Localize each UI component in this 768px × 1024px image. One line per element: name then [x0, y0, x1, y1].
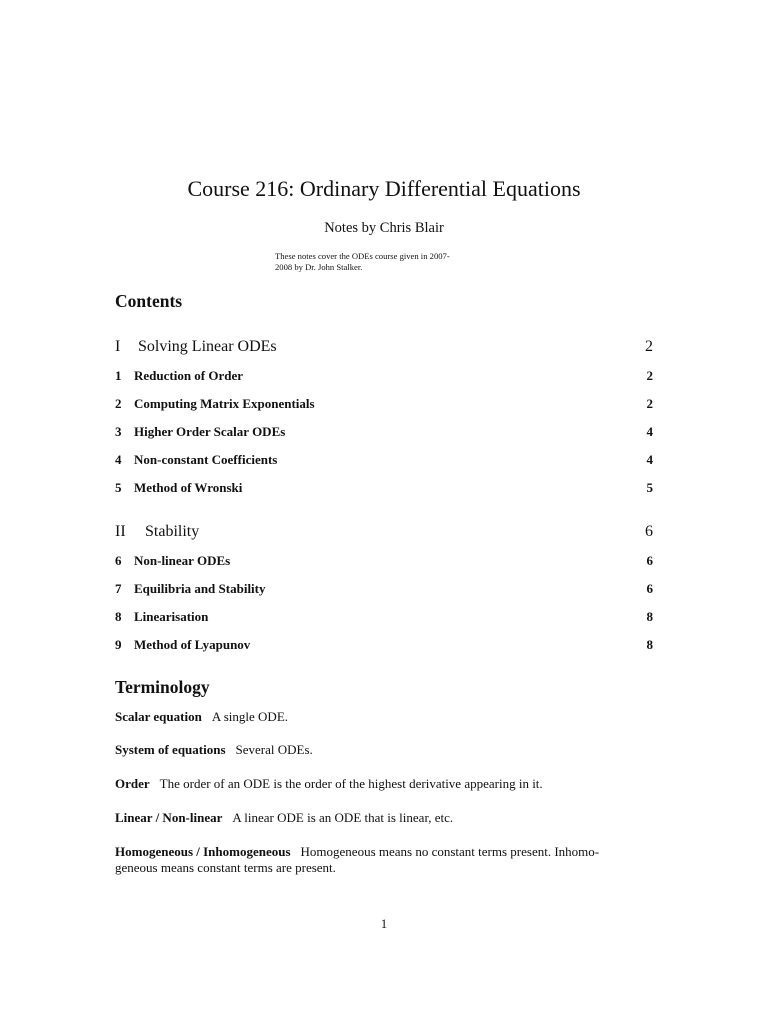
toc-section-label — [115, 480, 242, 496]
toc-section-title: Non-constant Coefficients — [134, 452, 278, 467]
abstract-line: 2008 by Dr. John Stalker. — [275, 262, 363, 272]
contents-heading: Contents — [115, 291, 183, 311]
toc-section[interactable] — [115, 553, 653, 569]
term-entry — [115, 844, 653, 876]
toc-section-page: 5 — [646, 480, 653, 495]
document-author: Notes by Chris Blair — [324, 220, 444, 236]
term-entry — [115, 742, 653, 758]
toc-section-page: 2 — [646, 396, 653, 411]
term-name: System of equations — [115, 742, 226, 757]
toc-section-label — [115, 368, 243, 384]
toc-section-number: 5 — [115, 480, 122, 495]
page-number: 1 — [380, 917, 388, 931]
toc-section[interactable] — [115, 452, 653, 468]
toc-section-title: Method of Wronski — [134, 480, 243, 495]
toc-section-page: 4 — [646, 452, 653, 467]
toc-section-number: 3 — [115, 424, 122, 439]
toc-section-number: 2 — [115, 396, 122, 411]
toc-part-number: I — [115, 338, 121, 355]
term-entry — [115, 810, 653, 826]
toc-section-number: 8 — [115, 609, 122, 624]
term-name: Scalar equation — [115, 709, 202, 724]
term-definition: A linear ODE is an ODE that is linear, etc. — [232, 810, 454, 825]
toc-section-page: 6 — [646, 553, 653, 568]
term-definition-continued: geneous means constant terms are present. — [115, 860, 336, 875]
toc-section-page: 4 — [646, 424, 653, 439]
toc-section-page: 6 — [646, 581, 653, 596]
toc-section-number: 4 — [115, 452, 122, 467]
toc-section-page: 2 — [646, 368, 653, 383]
term-definition: Several ODEs. — [235, 742, 313, 757]
term-name: Homogeneous / Inhomogeneous — [115, 844, 291, 859]
document-abstract — [275, 251, 505, 273]
toc-part-page: 2 — [645, 338, 653, 355]
toc-section[interactable] — [115, 581, 653, 597]
term-definition: A single ODE. — [211, 709, 289, 724]
term-name: Linear / Non-linear — [115, 810, 223, 825]
toc-section-page: 8 — [646, 609, 653, 624]
toc-section-title: Non-linear ODEs — [134, 553, 231, 568]
toc-part[interactable] — [115, 338, 653, 356]
toc-section-label — [115, 637, 250, 653]
toc-section[interactable] — [115, 637, 653, 653]
toc-part[interactable] — [115, 523, 653, 541]
toc-section-title: Computing Matrix Exponentials — [134, 396, 315, 411]
toc-section[interactable] — [115, 609, 653, 625]
toc-section-number: 1 — [115, 368, 122, 383]
toc-section-label — [115, 609, 208, 625]
toc-section-number: 7 — [115, 581, 122, 596]
term-definition: Homogeneous means no constant terms present. Inhomo- — [300, 844, 600, 859]
toc-part-page: 6 — [645, 523, 653, 540]
toc-part-label — [115, 338, 277, 356]
term-entry — [115, 709, 653, 725]
toc-part-title: Solving Linear ODEs — [138, 338, 277, 355]
term-definition: The order of an ODE is the order of the highest derivative appearing in it. — [159, 776, 543, 791]
toc-section-title: Higher Order Scalar ODEs — [134, 424, 286, 439]
toc-section-title: Equilibria and Stability — [134, 581, 266, 596]
toc-section[interactable] — [115, 396, 653, 412]
toc-section-label — [115, 396, 315, 412]
toc-section-title: Linearisation — [134, 609, 209, 624]
document-title: Course 216: Ordinary Differential Equations — [187, 176, 581, 201]
toc-section[interactable] — [115, 424, 653, 440]
toc-part-title: Stability — [145, 523, 200, 540]
toc-section-label — [115, 452, 277, 468]
toc-section-title: Reduction of Order — [134, 368, 244, 383]
term-name: Order — [115, 776, 150, 791]
toc-section[interactable] — [115, 480, 653, 496]
toc-section[interactable] — [115, 368, 653, 384]
toc-section-number: 9 — [115, 637, 122, 652]
term-entry — [115, 776, 653, 792]
toc-section-title: Method of Lyapunov — [134, 637, 251, 652]
toc-section-number: 6 — [115, 553, 122, 568]
toc-section-label — [115, 581, 266, 597]
term-line — [115, 844, 653, 860]
toc-section-page: 8 — [646, 637, 653, 652]
toc-section-label — [115, 424, 285, 440]
abstract-line: These notes cover the ODEs course given in 2007- — [275, 251, 450, 261]
terminology-heading: Terminology — [115, 677, 210, 697]
toc-part-label — [115, 523, 199, 541]
toc-part-number: II — [115, 523, 126, 540]
toc-section-label — [115, 553, 230, 569]
